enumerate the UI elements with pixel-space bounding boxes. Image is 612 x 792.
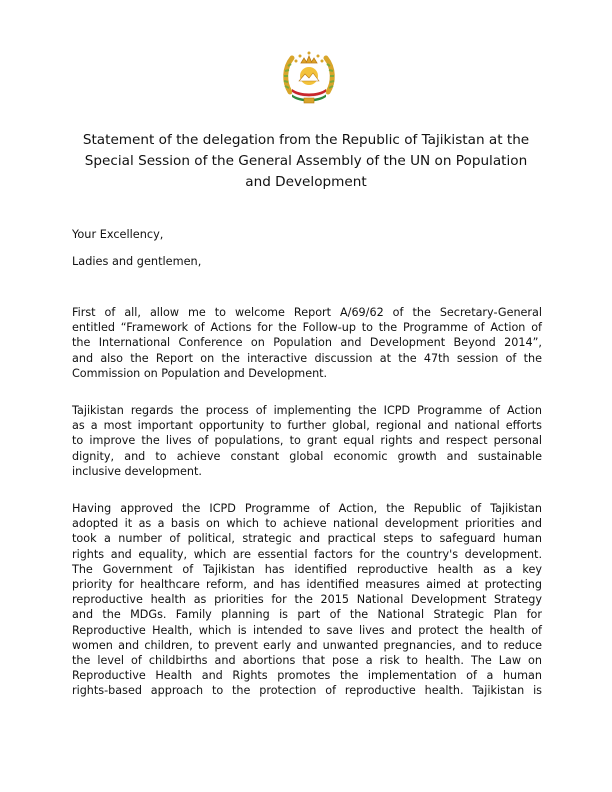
- text-line: Tajikistan regards the process of implementing the ICPD Programme of Action: [72, 404, 542, 417]
- text-line: First of all, allow me to welcome Report A/69/62 of the Secretary-General: [72, 306, 542, 319]
- title-line: Statement of the delegation from the Republic of Tajikistan at the: [82, 132, 530, 148]
- salutation-excellency: Your Excellency,: [72, 228, 164, 241]
- text-line: priority for healthcare reform, and has identified measures aimed at protecting: [72, 577, 542, 591]
- paragraph-icpd-opportunity: [72, 403, 542, 479]
- text-line: reproductive health as priorities for the 2015 National Development Strategy: [72, 593, 542, 607]
- text-line: Having approved the ICPD Programme of Action, the Republic of Tajikistan: [72, 502, 542, 515]
- paragraph-welcome-report: [72, 305, 542, 381]
- tajikistan-state-emblem-icon: [280, 48, 338, 106]
- text-line: took a number of political, strategic and practical steps to safeguard human: [72, 532, 542, 546]
- text-line: adopted it as a basis on which to achieve national development priorities and: [72, 517, 542, 531]
- text-line: entitled “Framework of Actions for the Follow-up to the Programme of Action of: [72, 321, 542, 335]
- statement-title: [60, 130, 552, 193]
- text-line: Reproductive Health, which is intended to save lives and protect the health of: [72, 623, 542, 637]
- text-line: to improve the lives of populations, to grant equal rights and respect personal: [72, 434, 542, 448]
- text-line: the International Conference on Population and Development Beyond 2014”,: [72, 336, 542, 350]
- text-line: as a most important opportunity to further global, regional and national efforts: [72, 419, 542, 433]
- text-line: inclusive development.: [72, 464, 202, 478]
- text-line: Commission on Population and Development.: [72, 366, 328, 380]
- text-line: women and children, to prevent early and unwanted pregnancies, and to reduce: [72, 638, 542, 652]
- text-line: the level of childbirths and abortions that pose a risk to health. The Law on: [72, 653, 542, 667]
- text-line: dignity, and to achieve constant global economic growth and sustainable: [72, 449, 542, 463]
- paragraph-national-priorities: [72, 501, 542, 698]
- text-line: and also the Report on the interactive discussion at the 47th session of the: [72, 351, 542, 365]
- title-line: and Development: [245, 174, 367, 190]
- text-line: and the MDGs. Family planning is part of the National Strategic Plan for: [72, 608, 542, 622]
- title-line: Special Session of the General Assembly of the UN on Population: [84, 153, 528, 169]
- text-line: rights-based approach to the protection of reproductive health. Tajikistan is: [72, 684, 542, 698]
- text-line: rights and equality, which are essential factors for the country's development.: [72, 547, 542, 561]
- salutation-ladies-gentlemen: Ladies and gentlemen,: [72, 255, 202, 268]
- text-line: The Government of Tajikistan has identified reproductive health as a key: [72, 562, 542, 576]
- text-line: Reproductive Health and Rights promotes the implementation of a human: [72, 669, 542, 683]
